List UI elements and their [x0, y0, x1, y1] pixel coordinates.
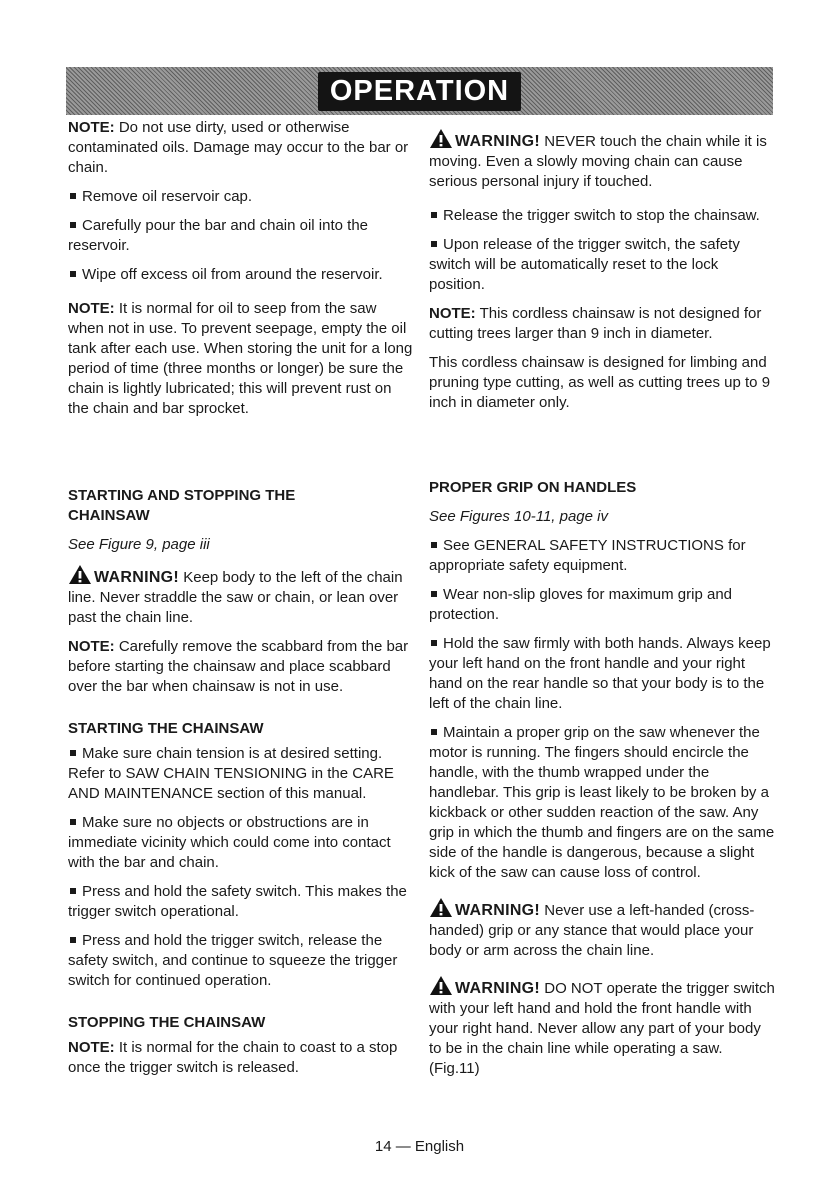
bullet-icon — [70, 819, 76, 825]
list-item — [429, 634, 777, 714]
list-item-text: Remove oil reservoir cap. — [82, 188, 253, 205]
note-paragraph — [68, 299, 414, 419]
page-footer: 14 — English — [374, 1138, 465, 1155]
list-item — [68, 216, 414, 256]
warning-text: Keep body to the left of the chain line. Never straddle the saw or chain, or lean over past the chain line. — [68, 569, 403, 626]
warning-paragraph — [68, 564, 414, 628]
warning-icon — [429, 975, 453, 996]
list-item-text: Maintain a proper grip on the saw whenever the motor is running. The fingers should encircle the handle, with the thumb wrapped under the handlebar. This grip is least likely to be broken by a kickback or other sudden reaction of the saw. Any grip in which the thumb and fingers are on the same side of the handle is dangerous, because a slight kick of the saw can cause loss of control. — [429, 724, 775, 881]
warning-paragraph — [429, 975, 777, 1079]
warning-text: NEVER touch the chain while it is moving. Even a slowly moving chain can cause serious personal injury if touched. — [429, 133, 767, 190]
bullet-icon — [431, 212, 437, 218]
figure-reference: See Figure 9, page iii — [68, 536, 210, 553]
bullet-icon — [431, 241, 437, 247]
list-item-text: Press and hold the safety switch. This makes the trigger switch operational. — [68, 883, 407, 920]
section-heading-proper-grip: PROPER GRIP ON HANDLES — [429, 479, 637, 496]
note-label: NOTE: — [68, 1039, 115, 1056]
section-heading-starting-stopping: STARTING AND STOPPING THE CHAINSAW — [68, 487, 296, 524]
warning-icon — [429, 128, 453, 149]
note-label: NOTE: — [68, 638, 115, 655]
note-label: NOTE: — [429, 305, 476, 322]
warning-paragraph — [429, 897, 777, 961]
list-item — [429, 536, 777, 576]
section-banner — [66, 67, 773, 115]
list-item-text: Release the trigger switch to stop the chainsaw. — [443, 207, 760, 224]
figure-reference: See Figures 10-11, page iv — [429, 508, 608, 525]
bullet-icon — [70, 222, 76, 228]
page-title: OPERATION — [318, 72, 521, 111]
bullet-icon — [70, 937, 76, 943]
section-heading-stopping: STOPPING THE CHAINSAW — [68, 1014, 266, 1031]
section-heading-starting: STARTING THE CHAINSAW — [68, 720, 264, 737]
note-paragraph — [68, 118, 414, 178]
list-item — [68, 265, 414, 285]
list-item-text: Upon release of the trigger switch, the safety switch will be automatically reset to the lock position. — [429, 236, 740, 293]
warning-paragraph — [429, 128, 777, 192]
list-item-text: Wear non-slip gloves for maximum grip and protection. — [429, 586, 733, 623]
list-item-text: Carefully pour the bar and chain oil into the reservoir. — [68, 217, 369, 254]
list-item — [68, 882, 414, 922]
right-column-bottom — [429, 478, 777, 1088]
list-item — [429, 206, 777, 226]
warning-icon — [429, 897, 453, 918]
bullet-icon — [70, 750, 76, 756]
warning-text: DO NOT operate the trigger switch with your left hand and hold the front handle with your right hand. Never allow any part of your body to be in the chain line while operating a saw. (Fig.11) — [429, 980, 775, 1077]
bullet-icon — [431, 729, 437, 735]
note-paragraph — [68, 637, 414, 697]
warning-label: WARNING! — [94, 569, 180, 586]
list-item — [68, 744, 414, 804]
note-paragraph — [68, 1038, 414, 1078]
list-item — [429, 585, 777, 625]
note-text: Carefully remove the scabbard from the bar before starting the chainsaw and place scabbard over the bar when chainsaw is not in use. — [68, 638, 409, 695]
note-label: NOTE: — [68, 300, 115, 317]
bullet-icon — [431, 542, 437, 548]
note-paragraph — [429, 304, 777, 344]
note-label: NOTE: — [68, 119, 115, 136]
list-item-text: Press and hold the trigger switch, release the safety switch, and continue to squeeze the trigger switch for continued operation. — [68, 932, 398, 989]
list-item-text: Wipe off excess oil from around the reservoir. — [82, 266, 383, 283]
list-item-text: Hold the saw firmly with both hands. Always keep your left hand on the front handle and your right hand on the rear handle so that your body is to the left of the chain line. — [429, 635, 771, 712]
note-text: It is normal for oil to seep from the saw when not in use. To prevent seepage, empty the oil tank after each use. When storing the unit for a long period of time (three months or longer) be sure the chain is lightly lubricated; this will prevent rust on the chain and bar sprocket. — [68, 300, 413, 417]
note-text: This cordless chainsaw is not designed for cutting trees larger than 9 inch in diameter. — [429, 305, 762, 342]
left-column-bottom — [68, 486, 414, 1087]
bullet-icon — [431, 591, 437, 597]
list-item — [429, 723, 777, 883]
warning-label: WARNING! — [455, 133, 541, 150]
warning-icon — [68, 564, 92, 585]
list-item — [68, 187, 414, 207]
left-column-top — [68, 118, 414, 428]
note-text: It is normal for the chain to coast to a stop once the trigger switch is released. — [68, 1039, 398, 1076]
list-item-text: Make sure no objects or obstructions are in immediate vicinity which could come into contact with the bar and chain. — [68, 814, 391, 871]
warning-text: Never use a left-handed (cross-handed) grip or any stance that would place your body or arm across the chain line. — [429, 902, 755, 959]
bullet-icon — [431, 640, 437, 646]
list-item — [68, 931, 414, 991]
right-column-top — [429, 128, 777, 422]
warning-label: WARNING! — [455, 980, 541, 997]
paragraph: This cordless chainsaw is designed for limbing and pruning type cutting, as well as cutting trees up to 9 inch in diameter only. — [429, 354, 771, 411]
warning-label: WARNING! — [455, 902, 541, 919]
list-item-text: See GENERAL SAFETY INSTRUCTIONS for appropriate safety equipment. — [429, 537, 746, 574]
list-item-text: Make sure chain tension is at desired setting. Refer to SAW CHAIN TENSIONING in the CARE AND MAINTENANCE section of this manual. — [68, 745, 394, 802]
bullet-icon — [70, 271, 76, 277]
list-item — [429, 235, 777, 295]
list-item — [68, 813, 414, 873]
bullet-icon — [70, 888, 76, 894]
bullet-icon — [70, 193, 76, 199]
note-text: Do not use dirty, used or otherwise contaminated oils. Damage may occur to the bar or chain. — [68, 119, 409, 176]
